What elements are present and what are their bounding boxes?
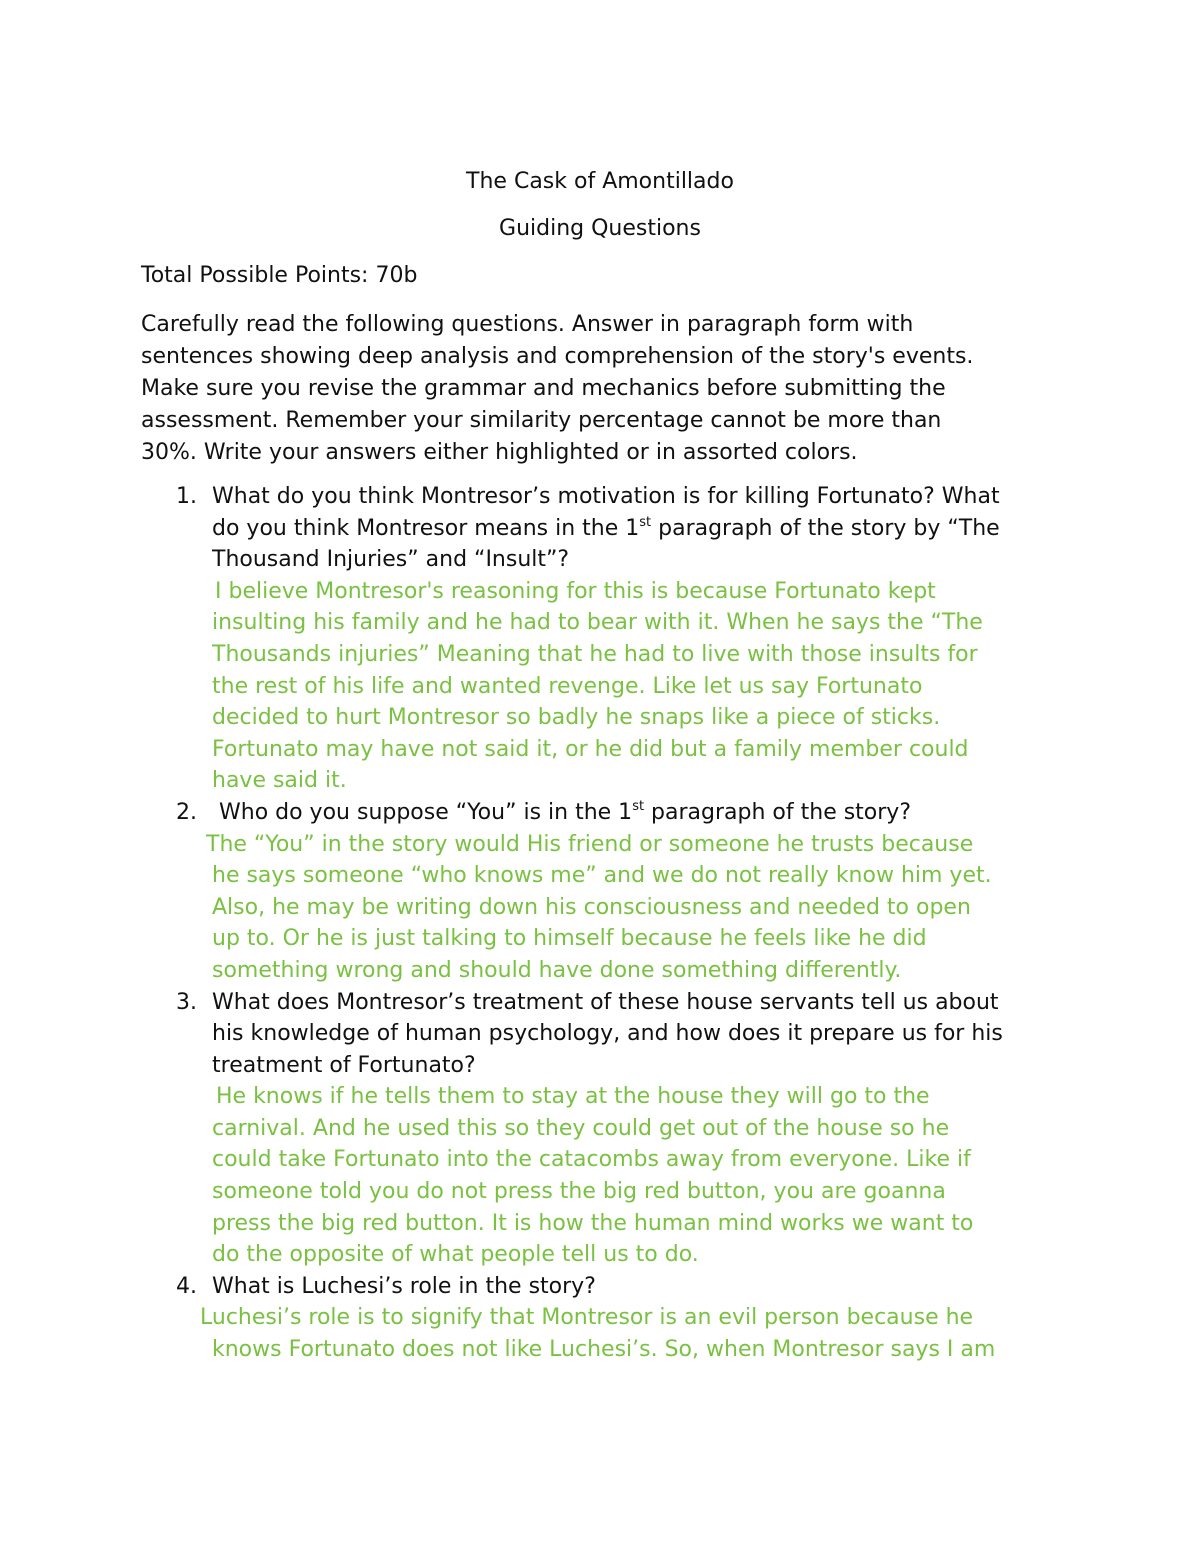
answer-line: The “You” in the story would His friend or someone he trusts because [206, 831, 974, 857]
answer-line: could take Fortunato into the catacombs away from everyone. Like if [212, 1147, 971, 1173]
question-line: What is Luchesi’s role in the story? [212, 1273, 596, 1299]
answer-line: Luchesi’s role is to signify that Montresor is an evil person because he [200, 1305, 974, 1331]
answer-line: someone told you do not press the big red button, you are goanna [212, 1179, 946, 1205]
answer-line: knows Fortunato does not like Luchesi’s. So, when Montresor says I am [212, 1337, 996, 1363]
answer-line: insulting his family and he had to bear with it. When he says the “The [212, 610, 983, 636]
ordinal-suffix: st [639, 514, 652, 530]
answer-line: do the opposite of what people tell us to do. [212, 1242, 699, 1268]
answer-line: something wrong and should have done something differently. [212, 957, 902, 983]
question-item-3 [0, 987, 1200, 1271]
question-text-part: do you think Montresor means in the 1 [212, 515, 640, 541]
answer-line: he says someone “who knows me” and we do not really know him yet. [212, 863, 992, 889]
instructions-paragraph [141, 309, 1081, 469]
answer-line: I believe Montresor's reasoning for this is because Fortunato kept [215, 578, 936, 604]
answer-text [200, 1302, 1092, 1365]
answer-line: carnival. And he used this so they could get out of the house so he [212, 1115, 950, 1141]
question-item-2 [0, 797, 1200, 987]
question-number: 4. [176, 1273, 197, 1299]
question-line: treatment of Fortunato? [212, 1052, 476, 1078]
question-text-part: paragraph of the story? [644, 799, 912, 825]
question-item-4 [0, 1271, 1200, 1366]
answer-text [206, 829, 1092, 987]
question-text [212, 1271, 1082, 1303]
answer-line: Thousands injuries” Meaning that he had to live with those insults for [212, 641, 978, 667]
document-title: The Cask of Amontillado [466, 169, 734, 194]
question-line [212, 797, 1082, 829]
question-list [0, 481, 1200, 1366]
instructions-line: Make sure you revise the grammar and mechanics before submitting the [141, 376, 946, 401]
question-number: 2. [176, 799, 197, 825]
answer-text [212, 576, 1092, 797]
document-subtitle: Guiding Questions [499, 216, 701, 241]
question-text [212, 481, 1082, 576]
answer-line: press the big red button. It is how the human mind works we want to [212, 1210, 974, 1236]
answer-line: He knows if he tells them to stay at the house they will go to the [216, 1084, 930, 1110]
question-number: 1. [176, 484, 197, 509]
question-text-part: Who do you suppose “You” is in the 1 [212, 799, 633, 825]
question-text-part: paragraph of the story by “The [651, 515, 1000, 541]
answer-line: decided to hurt Montresor so badly he snaps like a piece of sticks. [212, 705, 941, 731]
question-number: 3. [176, 989, 197, 1015]
ordinal-suffix: st [632, 798, 645, 814]
answer-text [212, 1081, 1092, 1271]
instructions-line: sentences showing deep analysis and comprehension of the story's events. [141, 344, 974, 369]
instructions-line: 30%. Write your answers either highlighted or in assorted colors. [141, 440, 858, 465]
question-line: Thousand Injuries” and “Insult”? [212, 547, 570, 573]
answer-line: have said it. [212, 768, 347, 794]
question-line: What does Montresor’s treatment of these house servants tell us about [212, 989, 999, 1015]
question-text [212, 987, 1082, 1082]
instructions-line: Carefully read the following questions. Answer in paragraph form with [141, 312, 914, 337]
question-line [212, 513, 1082, 545]
answer-line: Fortunato may have not said it, or he did but a family member could [212, 736, 969, 762]
answer-line: up to. Or he is just talking to himself because he feels like he did [212, 926, 927, 952]
total-points: Total Possible Points: 70b [141, 263, 418, 288]
answer-line: Also, he may be writing down his consciousness and needed to open [212, 894, 971, 920]
question-text [212, 797, 1082, 829]
question-line: What do you think Montresor’s motivation is for killing Fortunato? What [212, 484, 1000, 509]
instructions-line: assessment. Remember your similarity percentage cannot be more than [141, 408, 942, 433]
question-item-1 [0, 481, 1200, 797]
answer-line: the rest of his life and wanted revenge. Like let us say Fortunato [212, 673, 923, 699]
question-line: his knowledge of human psychology, and how does it prepare us for his [212, 1021, 1003, 1047]
